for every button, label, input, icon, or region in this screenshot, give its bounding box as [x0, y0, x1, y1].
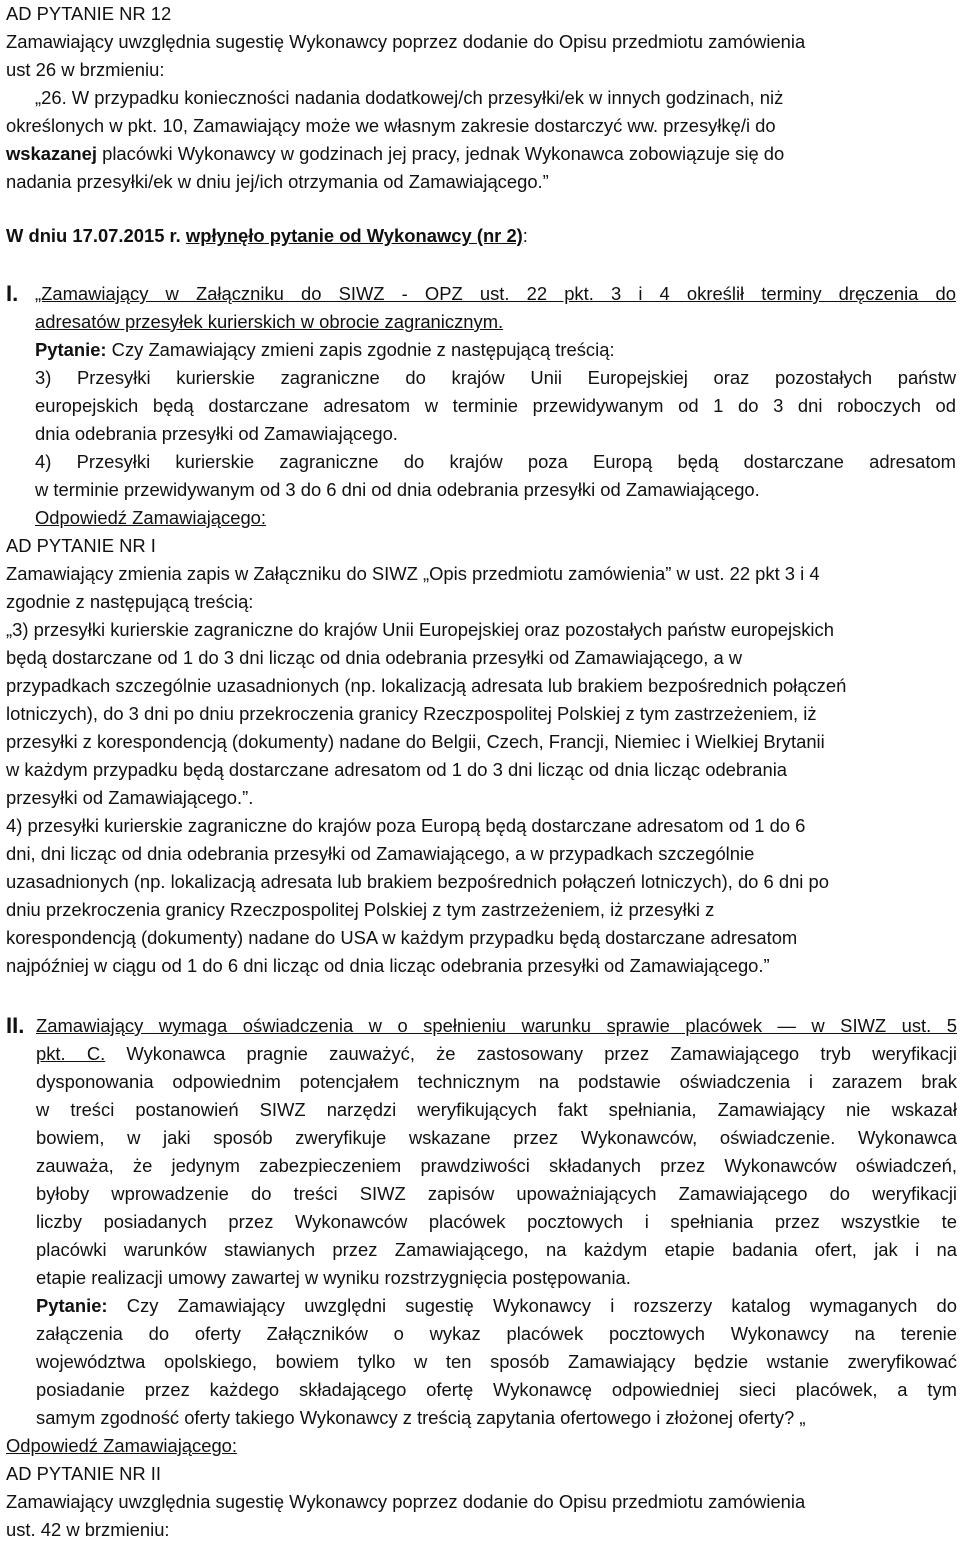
text-line: dni, dni licząc od dnia odebrania przesyłki od Zamawiającego, a w przypadkach szczególnie	[6, 843, 755, 864]
text-line: w treści postanowień SIWZ narzędzi weryfikujących fakt spełniania, Zamawiający nie wskazał	[36, 1099, 957, 1120]
text-line: korespondencją (dokumenty) nadane do USA w każdym przypadku będą dostarczane adresatom	[6, 927, 798, 948]
text-line: województwa opolskiego, bowiem tylko w ten sposób Zamawiający będzie wstanie zweryfikować	[36, 1351, 957, 1372]
text-line: nadania przesyłki/ek w dniu jej/ich otrzymania od Zamawiającego.”	[6, 171, 549, 192]
text-line: bowiem, w jaki sposób zweryfikuje wskazane przez Wykonawców, oświadczenie. Wykonawca	[36, 1127, 957, 1148]
text-line: określonych w pkt. 10, Zamawiający może we własnym zakresie dostarczyć ww. przesyłkę/i do	[6, 115, 776, 136]
question-number-2: II.	[6, 1013, 25, 1038]
text-line: europejskich będą dostarczane adresatom w terminie przewidywanym od 1 do 3 dni roboczych od	[35, 395, 956, 416]
question-text: Czy Zamawiający uwzględni sugestię Wykonawcy i rozszerzy katalog wymaganych do	[107, 1295, 957, 1316]
text-line: byłoby wprowadzenie do treści SIWZ zapisów upoważniających Zamawiającego do weryfikacji	[36, 1183, 957, 1204]
question-number-1: I.	[6, 281, 19, 306]
text-line: przesyłki z korespondencją (dokumenty) nadane do Belgii, Czech, Francji, Niemiec i Wielkiej Brytanii	[6, 731, 825, 752]
question-1-title-line: adresatów przesyłek kurierskich w obrocie zagranicznym.	[35, 311, 504, 332]
question-text: Czy Zamawiający zmieni zapis zgodnie z następującą treścią:	[106, 339, 615, 360]
date-text: W dniu 17.07.2015 r.	[6, 225, 186, 246]
question-1-title-line: „Zamawiający w Załączniku do SIWZ - OPZ ust. 22 pkt. 3 i 4 określił terminy dręczenia do	[35, 283, 956, 304]
text-line: „3) przesyłki kurierskie zagraniczne do krajów Unii Europejskiej oraz pozostałych państw europejskich	[6, 619, 834, 640]
text-line: placówki warunków stawianych przez Zamawiającego, na każdym etapie badania ofert, jak i na	[36, 1239, 957, 1260]
text-line: załączenia do oferty Załączników o wykaz placówek pocztowych Wykonawcy na terenie	[36, 1323, 957, 1344]
text-line: uzasadnionych (np. lokalizacją adresata lub brakiem bezpośrednich połączeń lotniczych), do 6 dni po	[6, 871, 829, 892]
text-line: „26. W przypadku konieczności nadania dodatkowej/ch przesyłki/ek w innych godzinach, niż	[35, 87, 784, 108]
text-line: etapie realizacji umowy zawartej w wyniku rozstrzygnięcia postępowania.	[36, 1267, 631, 1288]
text-fragment: Wykonawca pragnie zauważyć, że zastosowany przez Zamawiającego tryb weryfikacji	[105, 1043, 957, 1064]
date-heading-underlined: wpłynęło pytanie od Wykonawcy (nr 2)	[185, 225, 523, 246]
text-line: Zamawiający uwzględnia sugestię Wykonawcy poprzez dodanie do Opisu przedmiotu zamówienia	[6, 1491, 806, 1512]
question-1-prompt	[35, 336, 615, 364]
text-line: zauważa, że jedynym zabezpieczeniem prawdziwości składanych przez Wykonawców oświadczeń,	[36, 1155, 957, 1176]
text-line	[6, 140, 784, 168]
heading-ad-pytanie-12: AD PYTANIE NR 12	[6, 3, 172, 24]
text-line: w każdym przypadku będą dostarczane adresatom od 1 do 3 dni licząc od dnia licząc odebrania	[6, 759, 788, 780]
text-line: w terminie przewidywanym od 3 do 6 dni od dnia odebrania przesyłki od Zamawiającego.	[35, 479, 760, 500]
text-line: Zamawiający uwzględnia sugestię Wykonawcy poprzez dodanie do Opisu przedmiotu zamówienia	[6, 31, 806, 52]
text-line: zgodnie z następującą treścią:	[6, 591, 254, 612]
text-line: dniu przekroczenia granicy Rzeczpospolitej Polskiej z tym zastrzeżeniem, iż przesyłki z	[6, 899, 715, 920]
bold-word: wskazanej	[6, 143, 97, 164]
text-line: dnia odebrania przesyłki od Zamawiającego.	[35, 423, 398, 444]
text-line: 4) Przesyłki kurierskie zagraniczne do krajów poza Europą będą dostarczane adresatom	[35, 451, 956, 472]
text-fragment: placówki Wykonawcy w godzinach jej pracy, jednak Wykonawca zobowiązuje się do	[96, 143, 785, 164]
title-underlined: pkt. C.	[36, 1043, 106, 1064]
date-heading-tail: :	[522, 225, 528, 246]
text-line: ust 26 w brzmieniu:	[6, 59, 165, 80]
text-line: posiadanie przez każdego składającego ofertę Wykonawcę odpowiedniej sieci placówek, a tym	[36, 1379, 957, 1400]
question-2-prompt	[36, 1292, 957, 1320]
date-heading	[6, 222, 528, 250]
text-line: 3) Przesyłki kurierskie zagraniczne do krajów Unii Europejskiej oraz pozostałych państw	[35, 367, 956, 388]
text-line: dysponowania odpowiednim potencjałem technicznym na podstawie oświadczenia i zarazem brak	[36, 1071, 957, 1092]
question-2-title-line: Zamawiający wymaga oświadczenia w o spełnieniu warunku sprawie placówek — w SIWZ ust. 5	[36, 1015, 957, 1036]
text-line: samym zgodność oferty takiego Wykonawcy z treścią zapytania ofertowego i złożonej oferty? „	[36, 1407, 806, 1428]
text-line: liczby posiadanych przez Wykonawców placówek pocztowych i spełniania przez wszystkie te	[36, 1211, 957, 1232]
text-line: będą dostarczane od 1 do 3 dni licząc od dnia odebrania przesyłki od Zamawiającego, a w	[6, 647, 743, 668]
answer-label-1: Odpowiedź Zamawiającego:	[35, 507, 267, 528]
question-label: Pytanie:	[36, 1295, 108, 1316]
text-line: przesyłki od Zamawiającego.”.	[6, 787, 254, 808]
text-line: Zamawiający zmienia zapis w Załączniku do SIWZ „Opis przedmiotu zamówienia” w ust. 22 pkt 3 i 4	[6, 563, 820, 584]
text-line: najpóźniej w ciągu od 1 do 6 dni licząc od dnia licząc odebrania przesyłki od Zamawiającego.”	[6, 955, 770, 976]
text-line: 4) przesyłki kurierskie zagraniczne do krajów poza Europą będą dostarczane adresatom od 1 do 6	[6, 815, 806, 836]
question-2-title-line	[36, 1040, 957, 1068]
answer-label-2: Odpowiedź Zamawiającego:	[6, 1435, 238, 1456]
text-line: lotniczych), do 3 dni po dniu przekroczenia granicy Rzeczpospolitej Polskiej z tym zastrzeżeniem, iż	[6, 703, 817, 724]
text-line: ust. 42 w brzmieniu:	[6, 1519, 170, 1540]
text-line: przypadkach szczególnie uzasadnionych (np. lokalizacją adresata lub brakiem bezpośrednich połączeń	[6, 675, 847, 696]
answer-heading-1: AD PYTANIE NR I	[6, 535, 156, 556]
question-label: Pytanie:	[35, 339, 107, 360]
answer-heading-2: AD PYTANIE NR II	[6, 1463, 161, 1484]
